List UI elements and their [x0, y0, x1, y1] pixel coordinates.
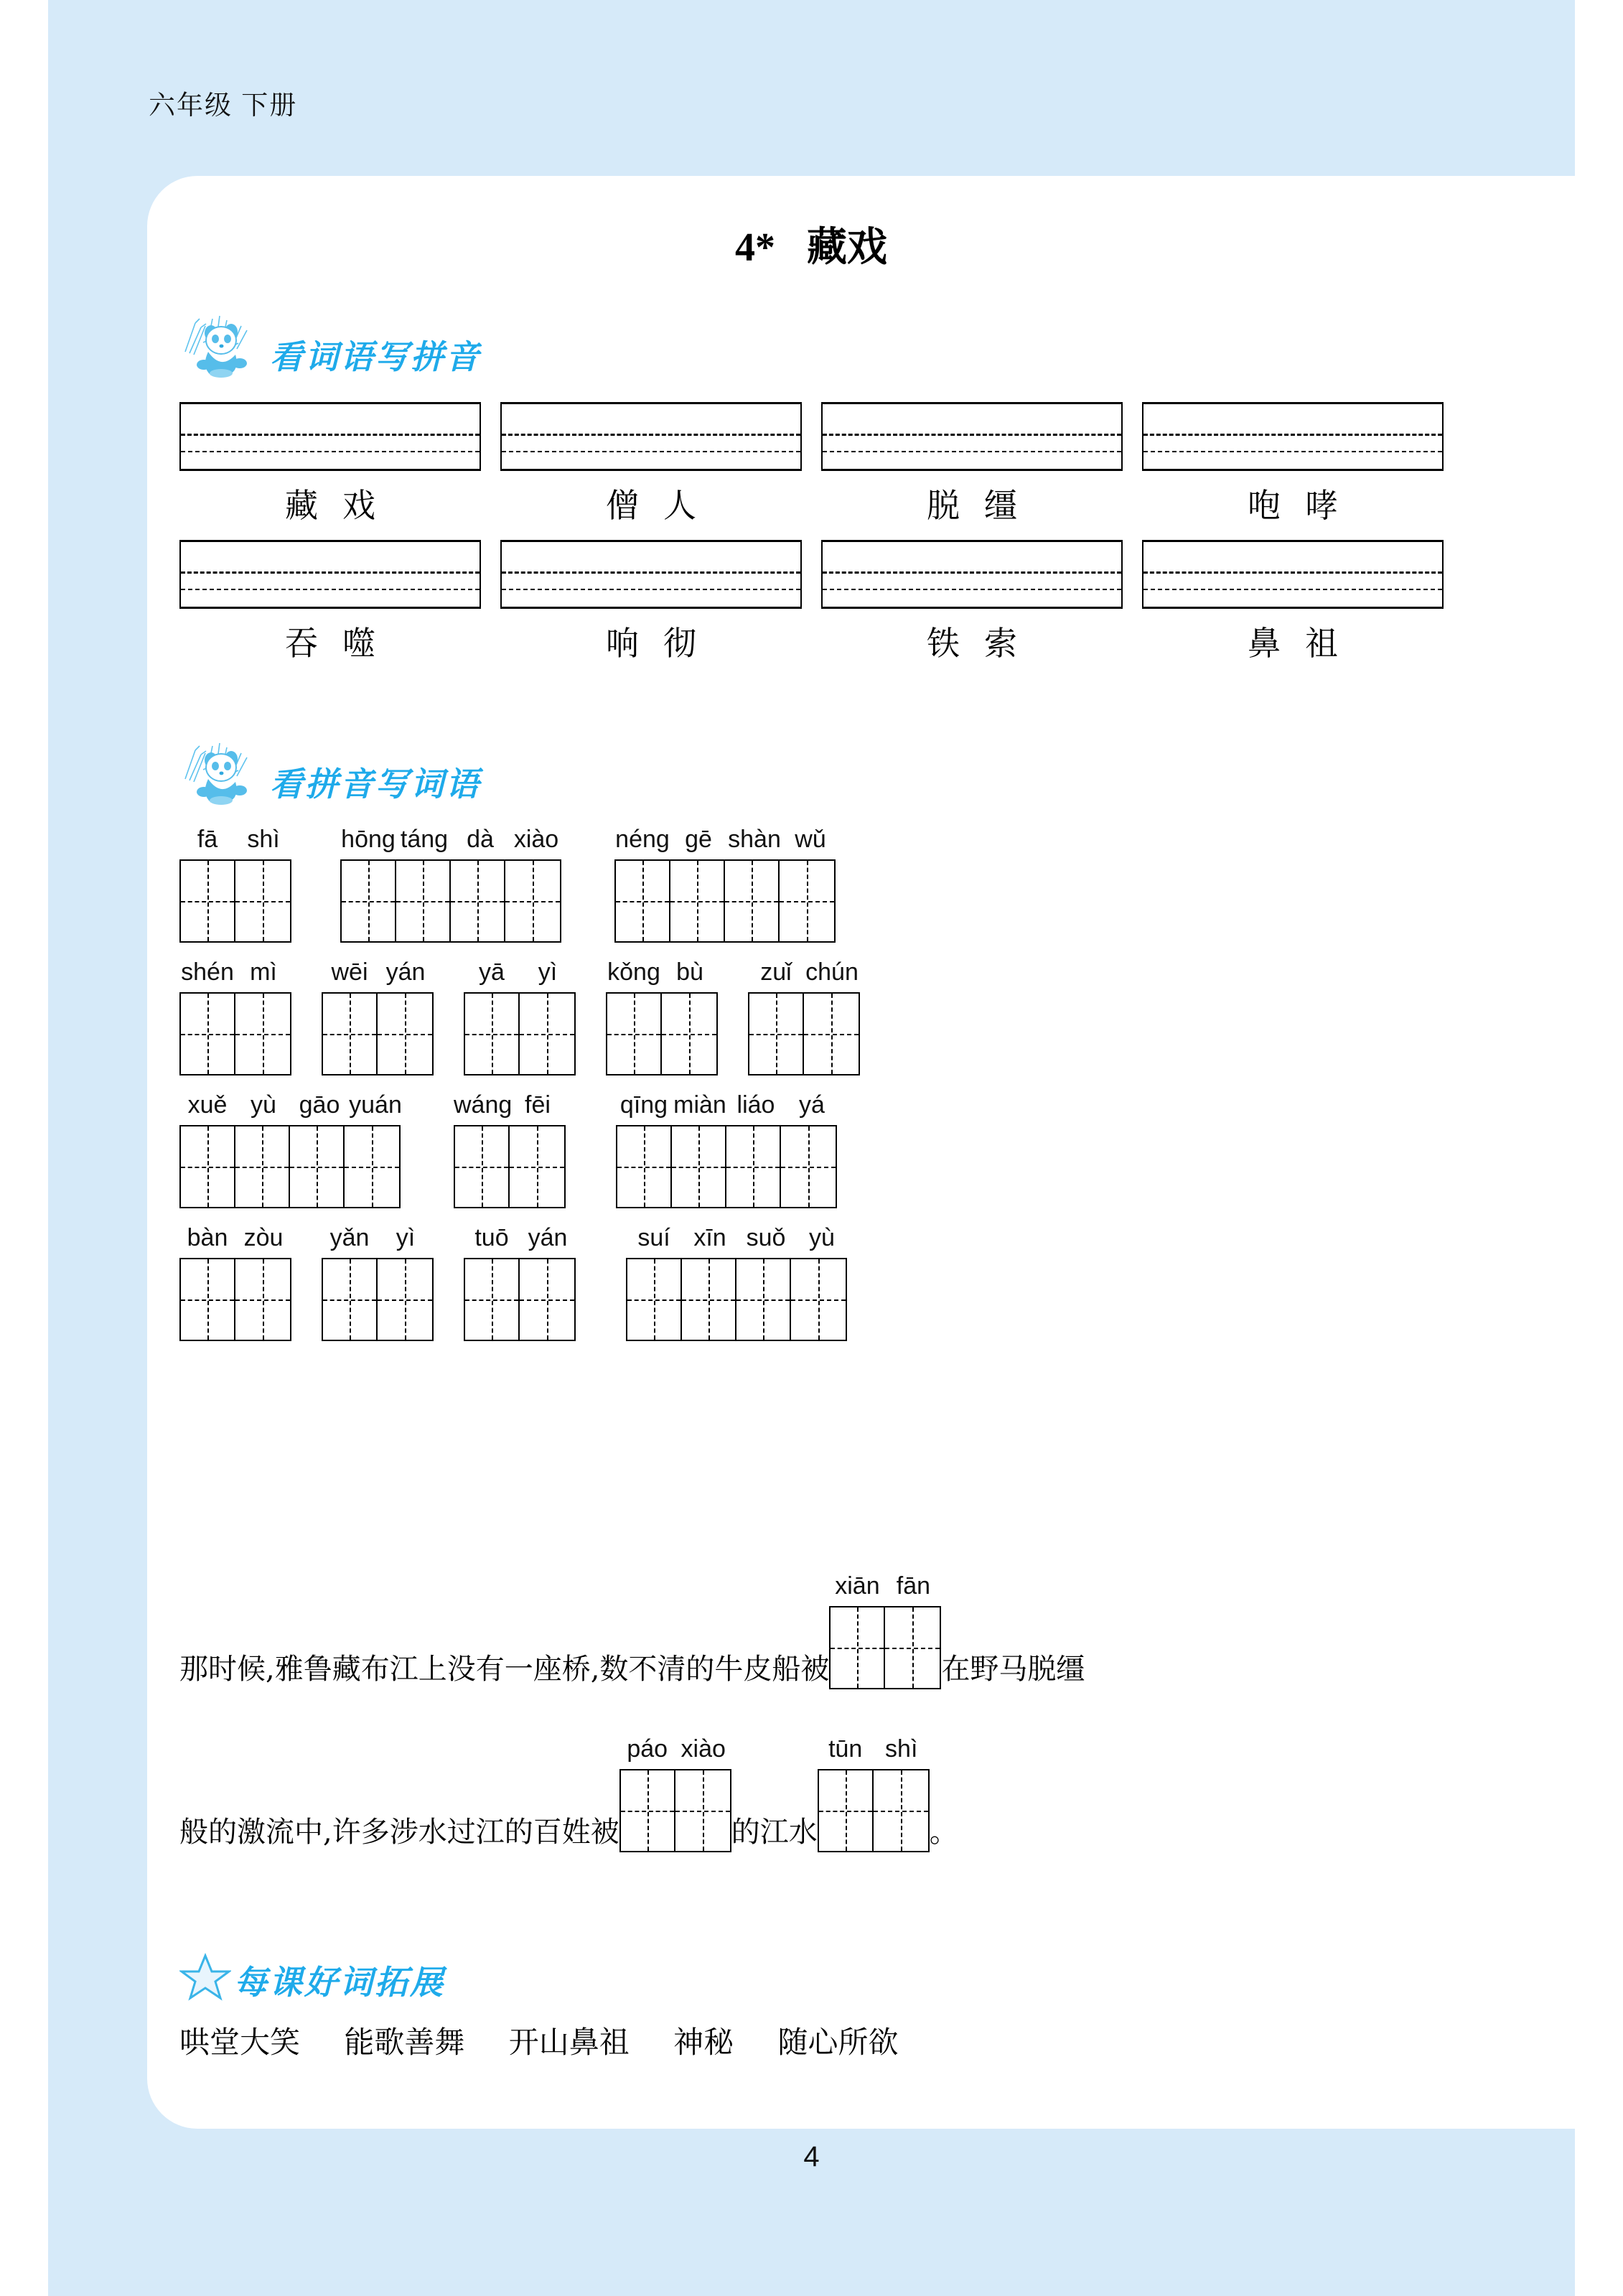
pinyin-syllable: yù	[809, 1224, 835, 1251]
page-number: 4	[803, 2141, 820, 2173]
word-grid-group	[179, 958, 291, 1075]
section-header-2	[179, 736, 481, 805]
pinyin-syllable: fā	[197, 826, 218, 853]
grid-cell[interactable]	[627, 1259, 682, 1340]
grid-cell[interactable]	[378, 1259, 432, 1340]
exercise-1-item	[821, 402, 1123, 527]
word-grid-group	[179, 826, 291, 943]
exercise-1-item	[500, 402, 802, 527]
list-item: 能歌善舞	[344, 2025, 465, 2060]
grid-cell[interactable]	[617, 1126, 672, 1207]
exercise-2-row	[179, 1091, 1472, 1208]
exercise-2-character-grids	[179, 826, 1472, 1357]
grid-cell[interactable]	[725, 861, 780, 941]
pinyin-syllable: shén	[181, 958, 234, 986]
pinyin-syllable: xiào	[680, 1735, 726, 1763]
word-grid-group	[818, 1735, 930, 1852]
grid-cell[interactable]	[342, 861, 396, 941]
sentence-row	[179, 1735, 1472, 1852]
grid-cell[interactable]	[323, 994, 378, 1074]
exercise-1-pinyin-writing	[179, 402, 1464, 678]
list-item: 随心所欲	[777, 2025, 899, 2060]
character-grid[interactable]	[748, 992, 860, 1075]
section-3-title: 每课好词拓展	[234, 1963, 445, 2002]
grid-cell[interactable]	[831, 1607, 885, 1688]
character-grid[interactable]	[340, 859, 561, 943]
word-grid-group	[179, 1224, 291, 1341]
grid-cell[interactable]	[510, 1126, 564, 1207]
pinyin-syllable: yán	[528, 1224, 568, 1251]
pinyin-syllable: kǒng	[607, 958, 660, 986]
pinyin-syllable: fān	[896, 1572, 931, 1600]
panda-bamboo-icon	[179, 736, 264, 805]
exercise-1-row	[179, 402, 1464, 527]
pinyin-syllable: tūn	[828, 1735, 863, 1763]
pinyin-syllable: gē	[685, 826, 712, 853]
grid-cell[interactable]	[181, 1126, 235, 1207]
word-grid-group	[340, 826, 564, 943]
grid-cell[interactable]	[885, 1607, 940, 1688]
word-grid-group	[829, 1572, 941, 1689]
pinyin-syllable: mì	[250, 958, 277, 986]
exercise-1-item	[179, 402, 481, 527]
word-grid-group	[626, 1224, 850, 1341]
grid-cell[interactable]	[780, 861, 834, 941]
grid-cell[interactable]	[781, 1126, 836, 1207]
grid-cell[interactable]	[235, 1259, 290, 1340]
pinyin-syllable: shì	[247, 826, 280, 853]
section-2-title: 看拼音写词语	[270, 765, 481, 803]
word-label: 吞噬	[285, 624, 400, 663]
grid-cell[interactable]	[607, 994, 662, 1074]
pinyin-syllable: páo	[627, 1735, 668, 1763]
character-grid[interactable]	[322, 992, 434, 1075]
sentence-text-middle: 的江水	[731, 1816, 818, 1849]
grid-cell[interactable]	[621, 1770, 675, 1851]
grid-cell[interactable]	[736, 1259, 791, 1340]
pinyin-syllable: hōng	[341, 826, 396, 853]
character-grid[interactable]	[179, 859, 291, 943]
character-grid[interactable]	[179, 992, 291, 1075]
pinyin-syllable: gāo	[299, 1091, 340, 1119]
grade-label: 六年级 下册	[149, 90, 298, 120]
grid-cell[interactable]	[616, 861, 670, 941]
character-grid[interactable]	[616, 1125, 837, 1208]
sentence-text-after: 。	[929, 1816, 958, 1849]
character-grid[interactable]	[829, 1606, 941, 1689]
word-label: 鼻祖	[1248, 624, 1362, 663]
exercise-1-row	[179, 540, 1464, 665]
grid-cell[interactable]	[235, 1126, 290, 1207]
character-grid[interactable]	[614, 859, 836, 943]
grid-cell[interactable]	[791, 1259, 846, 1340]
page-title	[147, 215, 1475, 273]
exercise-2-row	[179, 826, 1472, 943]
exercise-1-item	[1142, 402, 1444, 527]
grid-cell[interactable]	[520, 994, 574, 1074]
character-grid[interactable]	[626, 1258, 847, 1341]
character-grid[interactable]	[818, 1769, 930, 1852]
word-grid-group	[322, 958, 434, 1075]
word-grid-group	[614, 826, 838, 943]
exercise-1-item	[1142, 540, 1444, 665]
grid-cell[interactable]	[323, 1259, 378, 1340]
list-item: 开山鼻祖	[508, 2025, 630, 2060]
pinyin-syllable: zuǐ	[760, 958, 792, 986]
sentence-text-before: 般的激流中,许多涉水过江的百姓被	[179, 1816, 619, 1849]
word-expansion-list	[179, 2019, 1464, 2062]
grid-cell[interactable]	[396, 861, 451, 941]
grid-cell[interactable]	[465, 1259, 520, 1340]
word-grid-group	[619, 1735, 731, 1852]
exercise-1-item	[500, 540, 802, 665]
grid-cell[interactable]	[345, 1126, 399, 1207]
pinyin-syllable: dà	[467, 826, 494, 853]
pinyin-syllable: bù	[676, 958, 703, 986]
pinyin-syllable: bàn	[187, 1224, 228, 1251]
pinyin-syllable: yá	[799, 1091, 825, 1119]
star-icon	[179, 1953, 231, 2002]
character-grid[interactable]	[179, 1125, 401, 1208]
pinyin-syllable: qīng	[619, 1091, 668, 1119]
sentence-text-after: 在野马脱缰	[941, 1653, 1085, 1686]
word-grid-group	[322, 1224, 434, 1341]
pinyin-syllable: néng	[615, 826, 670, 853]
sentence-row	[179, 1572, 1472, 1689]
word-label: 铁索	[927, 624, 1042, 663]
grid-cell[interactable]	[675, 1770, 730, 1851]
grid-cell[interactable]	[682, 1259, 736, 1340]
word-grid-group	[606, 958, 718, 1075]
pinyin-writing-box[interactable]	[179, 402, 481, 471]
pinyin-writing-box[interactable]	[1142, 402, 1444, 471]
grid-cell[interactable]	[455, 1126, 510, 1207]
pinyin-syllable: shì	[885, 1735, 918, 1763]
pinyin-syllable: xiào	[513, 826, 559, 853]
grid-cell[interactable]	[451, 861, 505, 941]
grid-cell[interactable]	[749, 994, 804, 1074]
character-grid[interactable]	[606, 992, 718, 1075]
lesson-title-text: 藏戏	[807, 223, 887, 271]
exercise-2-row	[179, 1224, 1472, 1341]
word-grid-group	[464, 1224, 576, 1341]
grid-cell[interactable]	[290, 1126, 345, 1207]
exercise-2-row	[179, 958, 1472, 1075]
character-grid[interactable]	[179, 1258, 291, 1341]
pinyin-syllable: táng	[400, 826, 449, 853]
grid-cell[interactable]	[181, 994, 235, 1074]
grid-cell[interactable]	[726, 1126, 781, 1207]
pinyin-writing-box[interactable]	[821, 402, 1123, 471]
exercise-1-item	[179, 540, 481, 665]
pinyin-syllable: yuán	[349, 1091, 402, 1119]
grid-cell[interactable]	[235, 994, 290, 1074]
character-grid[interactable]	[454, 1125, 566, 1208]
lesson-number: 4*	[735, 225, 775, 270]
pinyin-writing-box[interactable]	[821, 540, 1123, 609]
list-item: 神秘	[673, 2025, 734, 2060]
grid-cell[interactable]	[465, 994, 520, 1074]
word-grid-group	[748, 958, 860, 1075]
grid-cell[interactable]	[505, 861, 560, 941]
pinyin-writing-box[interactable]	[179, 540, 481, 609]
pinyin-syllable: fēi	[525, 1091, 551, 1119]
grid-cell[interactable]	[520, 1259, 574, 1340]
list-item: 哄堂大笑	[179, 2025, 301, 2060]
pinyin-syllable: yǎn	[329, 1224, 370, 1251]
pinyin-syllable: shàn	[728, 826, 781, 853]
pinyin-syllable: yì	[538, 958, 558, 986]
section-header-1	[179, 309, 481, 378]
pinyin-writing-box[interactable]	[500, 540, 802, 609]
pinyin-syllable: tuō	[474, 1224, 509, 1251]
grid-cell[interactable]	[662, 994, 716, 1074]
grid-cell[interactable]	[819, 1770, 874, 1851]
pinyin-syllable: yā	[479, 958, 505, 986]
pinyin-syllable: yù	[251, 1091, 276, 1119]
pinyin-syllable: suǒ	[746, 1224, 786, 1251]
pinyin-syllable: suí	[637, 1224, 670, 1251]
pinyin-syllable: xiān	[835, 1572, 880, 1600]
grid-cell[interactable]	[181, 1259, 235, 1340]
exercise-1-item	[821, 540, 1123, 665]
word-grid-group	[179, 1091, 403, 1208]
pinyin-syllable: chún	[805, 958, 859, 986]
word-grid-group	[454, 1091, 566, 1208]
exercise-3-word-expansion	[179, 1953, 1464, 2062]
sentence-fill-in-exercise	[179, 1572, 1472, 1898]
word-label: 僧人	[606, 486, 721, 525]
character-grid[interactable]	[322, 1258, 434, 1341]
pinyin-writing-box[interactable]	[500, 402, 802, 471]
character-grid[interactable]	[619, 1769, 731, 1852]
grid-cell[interactable]	[235, 861, 290, 941]
pinyin-syllable: wǔ	[795, 826, 826, 853]
grid-cell[interactable]	[378, 994, 432, 1074]
grid-cell[interactable]	[670, 861, 725, 941]
pinyin-syllable: wēi	[331, 958, 368, 986]
sentence-text-before: 那时候,雅鲁藏布江上没有一座桥,数不清的牛皮船被	[179, 1653, 830, 1686]
pinyin-writing-box[interactable]	[1142, 540, 1444, 609]
pinyin-syllable: miàn	[673, 1091, 726, 1119]
grid-cell[interactable]	[181, 861, 235, 941]
pinyin-syllable: yì	[396, 1224, 416, 1251]
character-grid[interactable]	[464, 1258, 576, 1341]
word-label: 咆哮	[1248, 486, 1362, 525]
word-label: 藏戏	[285, 486, 400, 525]
pinyin-syllable: zòu	[243, 1224, 284, 1251]
pinyin-syllable: yán	[385, 958, 426, 986]
panda-bamboo-icon	[179, 309, 264, 378]
word-grid-group	[464, 958, 576, 1075]
pinyin-syllable: liáo	[736, 1091, 775, 1119]
word-label: 脱缰	[927, 486, 1042, 525]
grid-cell[interactable]	[874, 1770, 928, 1851]
pinyin-syllable: xīn	[693, 1224, 726, 1251]
word-label: 响彻	[606, 624, 721, 663]
section-header-3	[179, 1953, 1464, 2003]
pinyin-syllable: xuě	[187, 1091, 228, 1119]
word-grid-group	[616, 1091, 840, 1208]
section-1-title: 看词语写拼音	[270, 337, 481, 376]
character-grid[interactable]	[464, 992, 576, 1075]
pinyin-syllable: wáng	[454, 1091, 513, 1119]
grid-cell[interactable]	[804, 994, 859, 1074]
grid-cell[interactable]	[672, 1126, 726, 1207]
